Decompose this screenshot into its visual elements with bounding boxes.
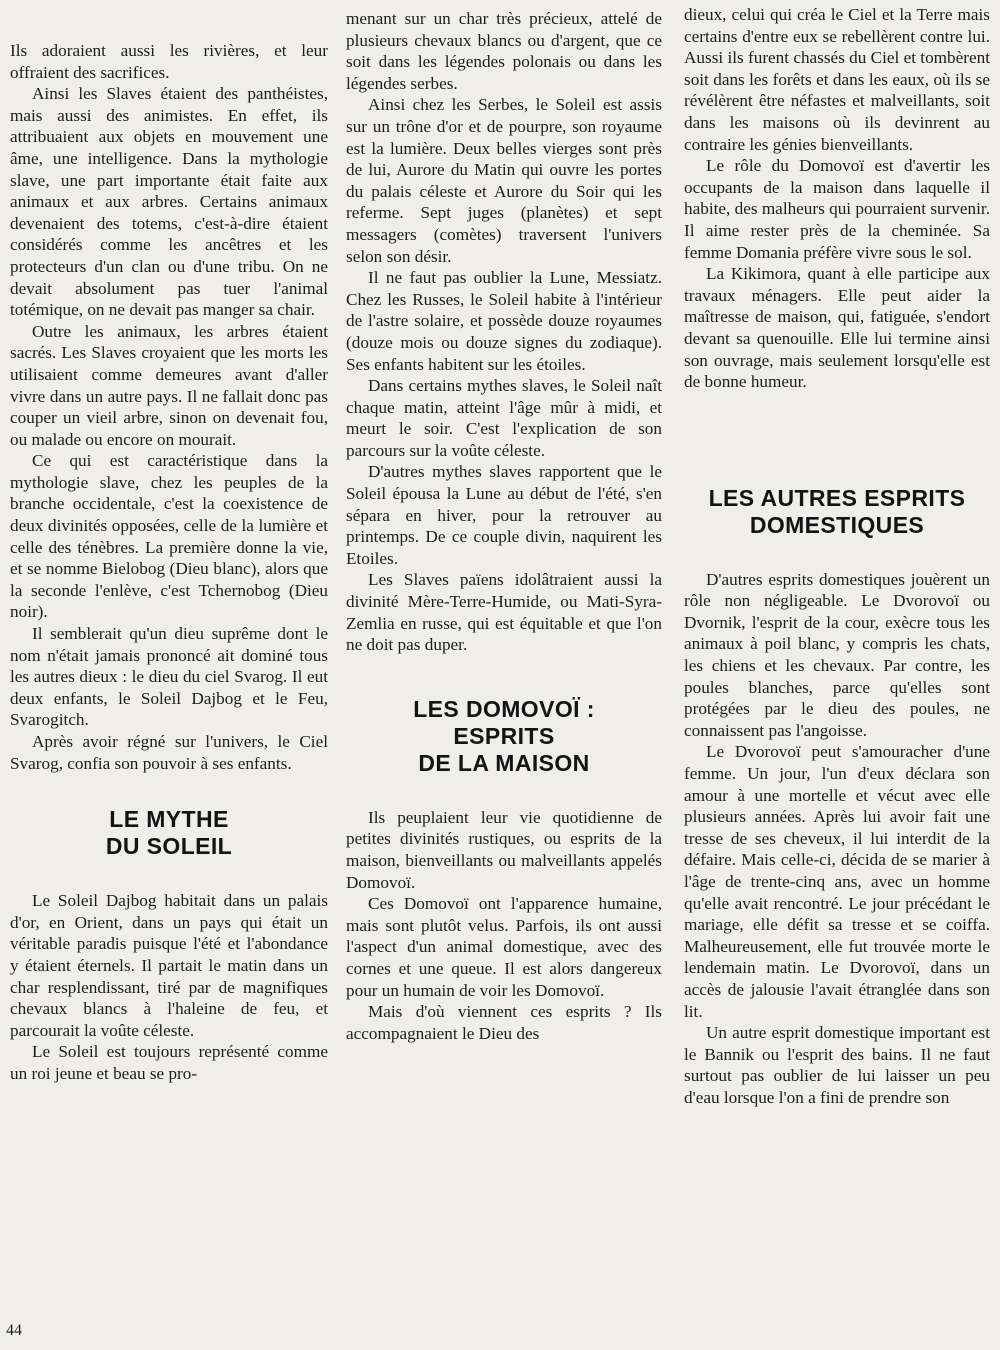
paragraph: dieux, celui qui créa le Ciel et la Terre mais certains d'entre eux se rebellèrent contre lui. Aussi ils furent chassés du Ciel et tombèrent soit dans les forêts et dans les eaux, où ils se révélèrent être néfastes et malveillants, soit dans les maisons où ils devinrent au contraire les génies bienveillants.: [684, 5, 990, 154]
paragraph: Le Soleil Dajbog habitait dans un palais d'or, en Orient, dans un pays qui était un véritable paradis puisque l'été et l'abondance y étaient éternels. Il partait le matin dans un char resplendissant, tiré par de magnifiques chevaux blancs à l'haleine de feu, et parcourait la voûte céleste.: [10, 891, 328, 1040]
heading-line: DOMESTIQUES: [749, 511, 925, 538]
heading-line: LE MYTHE: [109, 806, 229, 833]
heading-line: ESPRITS: [453, 722, 555, 749]
paragraph: Après avoir régné sur l'univers, le Ciel Svarog, confia son pouvoir à ses enfants.: [10, 732, 328, 773]
paragraph: Outre les animaux, les arbres étaient sacrés. Les Slaves croyaient que les morts les utilisaient comme demeures avant d'aller vivre dans un autre pays. Il ne fallait donc pas couper un vieil arbre, sinon on devenait fou, ou malade ou encore on mourait.: [10, 321, 328, 449]
paragraph: D'autres esprits domestiques jouèrent un rôle non négligeable. Le Dvorovoï ou Dvornik, l'esprit de la cour, exècre tous les animaux à poil blanc, y compris les chats, les chiens et les chevaux. Par contre, les poules blanches, parce qu'elles sont protégées par le dieu des poules, ne connaissent pas l'angoisse.: [684, 569, 990, 740]
paragraph: Le Soleil est toujours représenté comme un roi jeune et beau se pro-: [10, 1042, 328, 1083]
paragraph: Ils adoraient aussi les rivières, et leur offraient des sacrifices.: [10, 41, 328, 82]
paragraph: Il semblerait qu'un dieu suprême dont le nom n'était jamais prononcé ait dominé tous les autres dieux : le dieu du ciel Svarog. Il eut deux enfants, le Soleil Dajbog et le Feu, Svarogitch.: [10, 624, 328, 730]
heading-line: DU SOLEIL: [105, 833, 233, 860]
section-heading-sun: [10, 806, 328, 860]
text-column-left: [10, 0, 328, 1085]
heading-line: LES AUTRES ESPRITS: [708, 484, 966, 511]
paragraph: La Kikimora, quant à elle participe aux travaux ménagers. Elle peut aider la maîtresse de maison, qui, fatiguée, s'endort devant sa quenouille. Elle lui termine ainsi son ouvrage, mais seulement lorsqu'elle est de bonne humeur.: [684, 264, 990, 392]
paragraph: Ainsi les Slaves étaient des panthéistes, mais aussi des animistes. En effet, ils attribuaient aux objets en mouvement une âme, une intelligence. Dans la mythologie slave, une part importante était faite aux animaux et aux arbres. Certains animaux devenaient des totems, c'est-à-dire étaient considérés comme les ancêtres et les protecteurs d'un clan ou d'une tribu. On ne devait absolument pas tuer l'animal totémique, on ne devait pas manger sa chair.: [10, 84, 328, 320]
paragraph: Les Slaves païens idolâtraient aussi la divinité Mère-Terre-Humide, ou Mati-Syra-Zemlia en russe, qui est équitable et que l'on ne doit pas duper.: [346, 570, 662, 655]
paragraph: Ils peuplaient leur vie quotidienne de petites divinités rustiques, ou esprits de la maison, bienveillants ou malveillants appelés Domovoï.: [346, 807, 662, 892]
paragraph: Il ne faut pas oublier la Lune, Messiatz. Chez les Russes, le Soleil habite à l'intérieur de l'astre solaire, et possède douze royaumes (douze mois ou douze signes du zodiaque). Ses enfants habitent sur les étoiles.: [346, 268, 662, 374]
paragraph: Un autre esprit domestique important est le Bannik ou l'esprit des bains. Il ne faut surtout pas oublier de lui laisser un peu d'eau lorsque l'on a fini de prendre son: [684, 1023, 990, 1107]
paragraph: Ce qui est caractéristique dans la mythologie slave, chez les peuples de la branche occidentale, c'est la coexistence de deux divinités opposées, celle de la lumière et celle des ténèbres. La première donne la vie, et se nomme Bielobog (Dieu blanc), alors que la seconde l'enlève, c'est Tchernobog (Dieu noir).: [10, 451, 328, 622]
heading-line: LES DOMOVOÏ :: [413, 695, 595, 722]
paragraph: Ces Domovoï ont l'apparence humaine, mais sont plutôt velus. Parfois, ils ont aussi l'aspect d'un animal domestique, avec des cornes et une queue. Il est alors dangereux pour un humain de voir les Domovoï.: [346, 894, 662, 1000]
section-heading-domovoi: [346, 696, 662, 777]
paragraph: Ainsi chez les Serbes, le Soleil est assis sur un trône d'or et de pourpre, son royaume est la lumière. Deux belles vierges sont près de lui, Aurore du Matin qui ouvre les portes du palais céleste et Aurore du Soir qui les referme. Sept juges (planètes) et sept messagers (comètes) traversent l'univers selon son désir.: [346, 95, 662, 266]
heading-line: DE LA MAISON: [418, 749, 590, 776]
paragraph: Mais d'où viennent ces esprits ? Ils accompagnaient le Dieu des: [346, 1002, 662, 1043]
paragraph: D'autres mythes slaves rapportent que le Soleil épousa la Lune au début de l'été, s'en sépara en hiver, pour la retrouver au printemps. De ce couple divin, naquirent les Etoiles.: [346, 462, 662, 568]
section-heading-other-spirits: [684, 485, 990, 539]
text-column-middle: [346, 0, 662, 1044]
paragraph: Le Dvorovoï peut s'amouracher d'une femme. Un jour, l'un d'eux déclara son amour à une mortelle et vécut avec elle plusieurs années. Après lui avoir fait une tresse de ses cheveux, il lui interdit de la défaire. Mais celle-ci, décida de se marier à l'âge de trente-cinq ans, avec un homme qu'elle avait rencontré. Le jour précédant le mariage, elle défit sa tresse et se coiffa. Malheureusement, elle fut trouvée morte le lendemain matin. Le Dvorovoï, dans un accès de jalousie l'avait étranglée dans son lit.: [684, 742, 990, 1021]
paragraph: menant sur un char très précieux, attelé de plusieurs chevaux blancs ou d'argent, que ce soit dans les légendes polonais ou dans les légendes serbes.: [346, 9, 662, 93]
page-number: 44: [6, 1322, 22, 1339]
paragraph: Le rôle du Domovoï est d'avertir les occupants de la maison dans laquelle il habite, des malheurs qui pourraient survenir. Il aime rester près de la cheminée. Sa femme Domania préfère vivre sous le sol.: [684, 156, 990, 262]
paragraph: Dans certains mythes slaves, le Soleil naît chaque matin, atteint l'âge mûr à midi, et meurt le soir. C'est l'explication de son parcours sur la voûte céleste.: [346, 376, 662, 460]
text-column-right: [684, 0, 990, 1109]
